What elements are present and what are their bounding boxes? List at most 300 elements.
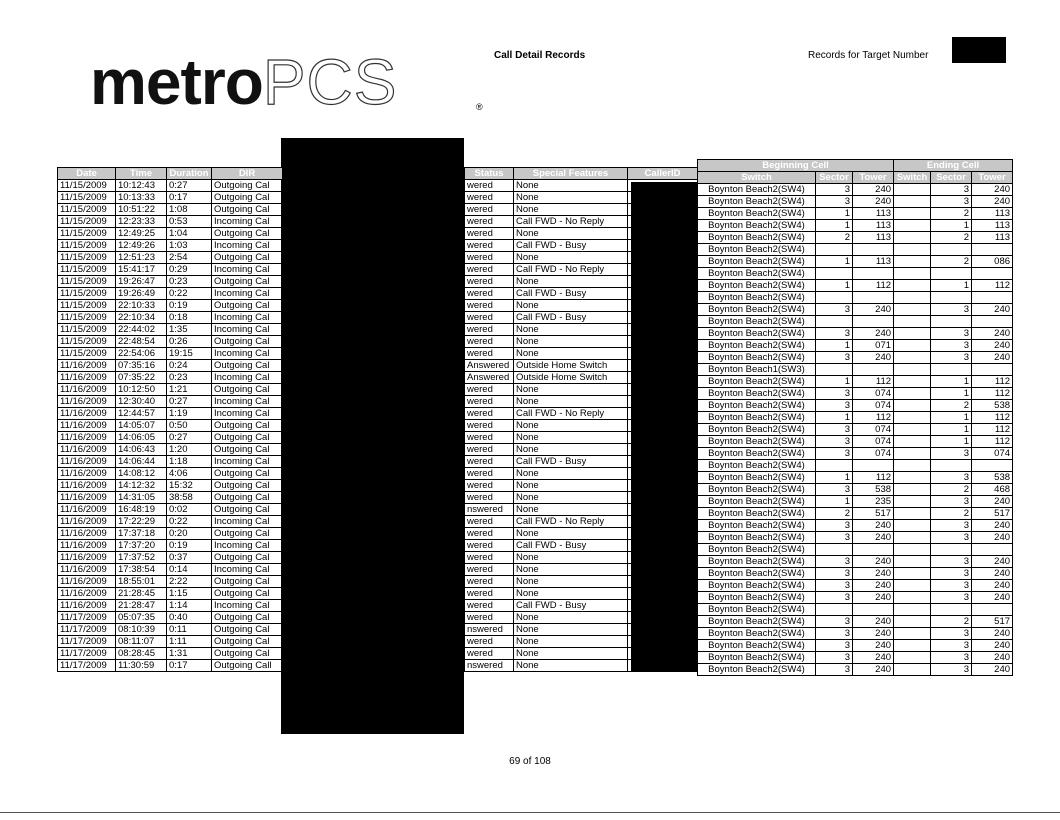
cell-special-features: Call FWD - No Reply: [514, 216, 628, 228]
cell-end-tower: 240: [972, 652, 1013, 664]
cell-begin-switch: Boynton Beach1(SW3): [698, 364, 816, 376]
cell-duration: 15:32: [167, 480, 212, 492]
cell-status: wered: [465, 528, 514, 540]
cell-end-switch: [894, 628, 931, 640]
cell-callerid: [628, 660, 698, 672]
cell-special-features: Call FWD - No Reply: [514, 264, 628, 276]
table-row: [465, 612, 698, 624]
table-row: [58, 456, 283, 468]
cell-end-switch: [894, 268, 931, 280]
table-row: [698, 268, 1013, 280]
cell-duration: 1:04: [167, 228, 212, 240]
cell-time: 14:12:32: [116, 480, 167, 492]
metropcs-logo: [90, 46, 483, 118]
cell-status: wered: [465, 552, 514, 564]
cell-dir: Outgoing Cal: [212, 648, 283, 660]
cell-begin-tower: 113: [853, 208, 894, 220]
cell-duration: 0:20: [167, 528, 212, 540]
cell-end-sector: 3: [931, 196, 972, 208]
table-row: [698, 232, 1013, 244]
table-row: [698, 316, 1013, 328]
cell-special-features: Call FWD - Busy: [514, 240, 628, 252]
cell-date: 11/16/2009: [58, 516, 116, 528]
cell-time: 17:38:54: [116, 564, 167, 576]
cell-end-tower: 538: [972, 472, 1013, 484]
cell-end-tower: 240: [972, 352, 1013, 364]
table-row: [58, 384, 283, 396]
cell-status: wered: [465, 324, 514, 336]
cell-callerid: [628, 636, 698, 648]
table-row: [58, 420, 283, 432]
cell-end-tower: [972, 364, 1013, 376]
cell-begin-switch: Boynton Beach2(SW4): [698, 616, 816, 628]
table-row: [465, 600, 698, 612]
cell-begin-switch: Boynton Beach2(SW4): [698, 292, 816, 304]
cell-end-sector: 3: [931, 352, 972, 364]
table-row: [58, 576, 283, 588]
cell-callerid: [628, 600, 698, 612]
table-row: [58, 180, 283, 192]
cell-callerid: [628, 408, 698, 420]
cell-begin-sector: 3: [816, 628, 853, 640]
cell-duration: 0:26: [167, 336, 212, 348]
cell-begin-tower: 112: [853, 412, 894, 424]
column-header-duration: Duration: [167, 168, 212, 180]
cell-duration: 0:23: [167, 276, 212, 288]
cell-end-tower: 240: [972, 340, 1013, 352]
table-row: [465, 540, 698, 552]
cell-duration: 0:23: [167, 372, 212, 384]
cell-time: 12:23:33: [116, 216, 167, 228]
table-row: [58, 480, 283, 492]
table-row: [58, 588, 283, 600]
table-row: [698, 472, 1013, 484]
cell-special-features: None: [514, 504, 628, 516]
cell-date: 11/17/2009: [58, 648, 116, 660]
cell-time: 10:51:22: [116, 204, 167, 216]
cell-special-features: None: [514, 492, 628, 504]
table-row: [698, 436, 1013, 448]
cell-begin-sector: 3: [816, 400, 853, 412]
cell-end-switch: [894, 292, 931, 304]
cell-duration: 0:50: [167, 420, 212, 432]
cell-callerid: [628, 300, 698, 312]
cell-time: 21:28:45: [116, 588, 167, 600]
cell-date: 11/17/2009: [58, 612, 116, 624]
cell-callerid: [628, 564, 698, 576]
cell-begin-tower: [853, 604, 894, 616]
cell-dir: Incoming Cal: [212, 216, 283, 228]
cell-end-switch: [894, 244, 931, 256]
call-records-left-table: [57, 167, 283, 672]
cell-begin-switch: Boynton Beach2(SW4): [698, 220, 816, 232]
table-row: [698, 400, 1013, 412]
cell-begin-sector: 3: [816, 640, 853, 652]
cell-end-switch: [894, 400, 931, 412]
cell-begin-switch: Boynton Beach2(SW4): [698, 232, 816, 244]
cell-status: wered: [465, 336, 514, 348]
cell-time: 07:35:22: [116, 372, 167, 384]
cell-special-features: None: [514, 444, 628, 456]
cell-special-features: None: [514, 612, 628, 624]
cell-end-sector: 1: [931, 436, 972, 448]
cell-dir: Outgoing Cal: [212, 552, 283, 564]
cell-end-tower: 517: [972, 616, 1013, 628]
table-row: [698, 292, 1013, 304]
cell-duration: 0:02: [167, 504, 212, 516]
cell-begin-sector: 1: [816, 280, 853, 292]
column-header-begin-sector: Sector: [816, 172, 853, 184]
redaction-block-main: [281, 138, 464, 734]
table-row: [465, 192, 698, 204]
cell-callerid: [628, 528, 698, 540]
cell-end-sector: [931, 604, 972, 616]
cell-begin-sector: 1: [816, 472, 853, 484]
cell-end-switch: [894, 532, 931, 544]
cell-status: wered: [465, 408, 514, 420]
table-row: [698, 664, 1013, 676]
cell-begin-switch: Boynton Beach2(SW4): [698, 316, 816, 328]
cell-duration: 2:22: [167, 576, 212, 588]
cell-date: 11/15/2009: [58, 264, 116, 276]
cell-end-sector: 2: [931, 232, 972, 244]
cell-special-features: None: [514, 204, 628, 216]
page-bottom-rule: [0, 812, 1060, 813]
cell-begin-tower: 112: [853, 376, 894, 388]
cell-time: 22:48:54: [116, 336, 167, 348]
cell-dir: Incoming Cal: [212, 312, 283, 324]
table-row: [465, 636, 698, 648]
cell-dir: Incoming Cal: [212, 288, 283, 300]
table-row: [698, 388, 1013, 400]
column-header-end-tower: Tower: [972, 172, 1013, 184]
table-row: [465, 504, 698, 516]
cell-begin-sector: 3: [816, 568, 853, 580]
table-row: [698, 364, 1013, 376]
cell-date: 11/15/2009: [58, 240, 116, 252]
table-row: [58, 288, 283, 300]
cell-end-sector: [931, 268, 972, 280]
cell-dir: Outgoing Cal: [212, 252, 283, 264]
table-row: [58, 216, 283, 228]
table-row: [465, 624, 698, 636]
cell-callerid: [628, 180, 698, 192]
cell-end-tower: 538: [972, 400, 1013, 412]
cell-dir: Incoming Cal: [212, 372, 283, 384]
cell-dir: Incoming Cal: [212, 600, 283, 612]
logo-registered-mark: ®: [476, 102, 483, 112]
cell-time: 12:51:23: [116, 252, 167, 264]
cell-end-sector: 1: [931, 424, 972, 436]
cell-begin-switch: Boynton Beach2(SW4): [698, 304, 816, 316]
cell-time: 14:08:12: [116, 468, 167, 480]
cell-end-switch: [894, 568, 931, 580]
document-title: Call Detail Records: [494, 50, 586, 61]
cell-time: 19:26:49: [116, 288, 167, 300]
cell-time: 21:28:47: [116, 600, 167, 612]
cell-end-switch: [894, 460, 931, 472]
cell-begin-tower: 074: [853, 400, 894, 412]
table-row: [465, 252, 698, 264]
table-row: [58, 468, 283, 480]
cell-end-switch: [894, 664, 931, 676]
cell-end-tower: 240: [972, 640, 1013, 652]
cell-site-table: [697, 159, 1013, 676]
cell-begin-sector: 3: [816, 592, 853, 604]
cell-status: wered: [465, 180, 514, 192]
cell-callerid: [628, 396, 698, 408]
cell-end-tower: [972, 268, 1013, 280]
cell-end-sector: [931, 364, 972, 376]
cell-begin-tower: 240: [853, 520, 894, 532]
cell-date: 11/15/2009: [58, 180, 116, 192]
cell-date: 11/15/2009: [58, 324, 116, 336]
cell-begin-tower: 074: [853, 436, 894, 448]
cell-duration: 4:06: [167, 468, 212, 480]
table-row: [58, 528, 283, 540]
table-row: [58, 492, 283, 504]
cell-time: 07:35:16: [116, 360, 167, 372]
cell-duration: 1:21: [167, 384, 212, 396]
cell-duration: 1:18: [167, 456, 212, 468]
cell-end-sector: 1: [931, 220, 972, 232]
cell-begin-sector: 3: [816, 388, 853, 400]
cell-callerid: [628, 288, 698, 300]
table-row: [58, 552, 283, 564]
cell-date: 11/15/2009: [58, 228, 116, 240]
cell-dir: Outgoing Cal: [212, 468, 283, 480]
cell-status: wered: [465, 468, 514, 480]
table-row: [465, 576, 698, 588]
cell-end-sector: 2: [931, 400, 972, 412]
table-row: [465, 588, 698, 600]
cell-begin-sector: [816, 268, 853, 280]
table-row: [465, 240, 698, 252]
cell-begin-tower: 240: [853, 304, 894, 316]
column-header-status: Status: [465, 168, 514, 180]
cell-time: 16:48:19: [116, 504, 167, 516]
cell-begin-sector: 1: [816, 256, 853, 268]
cell-begin-tower: 240: [853, 328, 894, 340]
table-row: [465, 444, 698, 456]
cell-status: nswered: [465, 624, 514, 636]
cell-status: Answered: [465, 360, 514, 372]
cell-begin-tower: 240: [853, 616, 894, 628]
cell-duration: 1:14: [167, 600, 212, 612]
cell-begin-sector: 3: [816, 424, 853, 436]
cell-special-features: None: [514, 228, 628, 240]
cell-status: wered: [465, 432, 514, 444]
cell-time: 14:31:05: [116, 492, 167, 504]
cell-begin-switch: Boynton Beach2(SW4): [698, 568, 816, 580]
table-row: [698, 484, 1013, 496]
cell-begin-switch: Boynton Beach2(SW4): [698, 424, 816, 436]
column-header-end-switch: Switch: [894, 172, 931, 184]
table-row: [698, 604, 1013, 616]
cell-end-sector: 2: [931, 508, 972, 520]
cell-time: 18:55:01: [116, 576, 167, 588]
cell-begin-switch: Boynton Beach2(SW4): [698, 412, 816, 424]
cell-end-switch: [894, 196, 931, 208]
cell-end-tower: 517: [972, 508, 1013, 520]
cell-status: wered: [465, 348, 514, 360]
table-row: [698, 460, 1013, 472]
cell-begin-sector: 1: [816, 208, 853, 220]
cell-dir: Incoming Cal: [212, 456, 283, 468]
table-row: [698, 256, 1013, 268]
cell-end-tower: 240: [972, 520, 1013, 532]
cell-end-tower: 074: [972, 448, 1013, 460]
cell-callerid: [628, 312, 698, 324]
cell-end-tower: 112: [972, 388, 1013, 400]
cell-begin-switch: Boynton Beach2(SW4): [698, 580, 816, 592]
cell-begin-tower: 240: [853, 592, 894, 604]
cell-date: 11/16/2009: [58, 396, 116, 408]
cell-dir: Outgoing Cal: [212, 432, 283, 444]
cell-date: 11/15/2009: [58, 312, 116, 324]
cell-time: 22:54:06: [116, 348, 167, 360]
cell-begin-sector: [816, 244, 853, 256]
cell-end-switch: [894, 340, 931, 352]
cell-begin-sector: 2: [816, 508, 853, 520]
cell-end-sector: 3: [931, 556, 972, 568]
cell-callerid: [628, 264, 698, 276]
cell-end-sector: 2: [931, 208, 972, 220]
cell-end-tower: [972, 544, 1013, 556]
cell-dir: Outgoing Cal: [212, 420, 283, 432]
cell-end-sector: 3: [931, 592, 972, 604]
cell-end-sector: 3: [931, 568, 972, 580]
cell-end-switch: [894, 364, 931, 376]
cell-callerid: [628, 348, 698, 360]
cell-end-switch: [894, 616, 931, 628]
table-row: [58, 636, 283, 648]
beginning-cell-group-header: Beginning Cell: [698, 160, 894, 172]
cell-dir: Outgoing Cal: [212, 504, 283, 516]
cell-end-sector: 3: [931, 532, 972, 544]
cell-begin-switch: Boynton Beach2(SW4): [698, 484, 816, 496]
cell-callerid: [628, 648, 698, 660]
table-row: [698, 652, 1013, 664]
cell-begin-sector: 3: [816, 184, 853, 196]
cell-end-switch: [894, 436, 931, 448]
cell-end-sector: 3: [931, 496, 972, 508]
table-row: [58, 336, 283, 348]
cell-callerid: [628, 420, 698, 432]
cell-begin-sector: 1: [816, 496, 853, 508]
cell-end-switch: [894, 376, 931, 388]
cell-begin-tower: [853, 244, 894, 256]
cell-special-features: None: [514, 324, 628, 336]
table-row: [465, 516, 698, 528]
cell-begin-tower: 517: [853, 508, 894, 520]
cell-special-features: Call FWD - No Reply: [514, 408, 628, 420]
cell-end-tower: 112: [972, 436, 1013, 448]
cell-end-switch: [894, 232, 931, 244]
cell-begin-switch: Boynton Beach2(SW4): [698, 652, 816, 664]
cell-end-switch: [894, 448, 931, 460]
cell-end-tower: 240: [972, 304, 1013, 316]
cell-end-switch: [894, 388, 931, 400]
column-header-begin-tower: Tower: [853, 172, 894, 184]
table-row: [698, 304, 1013, 316]
cell-status: wered: [465, 612, 514, 624]
cell-end-switch: [894, 640, 931, 652]
cell-end-tower: 113: [972, 208, 1013, 220]
cell-begin-tower: 074: [853, 448, 894, 460]
cell-end-tower: 240: [972, 328, 1013, 340]
cell-end-switch: [894, 472, 931, 484]
mid-table-header-row: [465, 168, 698, 180]
cell-duration: 2:54: [167, 252, 212, 264]
table-row: [465, 348, 698, 360]
table-row: [698, 340, 1013, 352]
cell-begin-sector: 3: [816, 520, 853, 532]
cell-date: 11/16/2009: [58, 540, 116, 552]
cell-callerid: [628, 276, 698, 288]
cell-begin-switch: Boynton Beach2(SW4): [698, 592, 816, 604]
cell-special-features: None: [514, 552, 628, 564]
ending-cell-group-header: Ending Cell: [894, 160, 1013, 172]
cell-callerid: [628, 372, 698, 384]
cell-time: 17:37:52: [116, 552, 167, 564]
table-row: [58, 612, 283, 624]
cell-date: 11/17/2009: [58, 624, 116, 636]
cell-date: 11/16/2009: [58, 492, 116, 504]
cell-time: 19:26:47: [116, 276, 167, 288]
cell-duration: 0:53: [167, 216, 212, 228]
cell-end-sector: 3: [931, 304, 972, 316]
redacted-target-number: [952, 37, 1006, 63]
table-row: [58, 504, 283, 516]
cell-begin-switch: Boynton Beach2(SW4): [698, 328, 816, 340]
cell-begin-switch: Boynton Beach2(SW4): [698, 268, 816, 280]
table-row: [465, 372, 698, 384]
table-row: [698, 328, 1013, 340]
cell-special-features: None: [514, 648, 628, 660]
table-row: [698, 640, 1013, 652]
cell-special-features: None: [514, 348, 628, 360]
cell-duration: 0:27: [167, 432, 212, 444]
cell-time: 08:28:45: [116, 648, 167, 660]
cell-callerid: [628, 444, 698, 456]
cell-end-tower: [972, 292, 1013, 304]
cell-callerid: [628, 252, 698, 264]
cell-date: 11/16/2009: [58, 432, 116, 444]
cell-status: wered: [465, 564, 514, 576]
column-header-time: Time: [116, 168, 167, 180]
cell-time: 10:13:33: [116, 192, 167, 204]
table-row: [465, 288, 698, 300]
cell-dir: Outgoing Cal: [212, 360, 283, 372]
cell-duration: 1:11: [167, 636, 212, 648]
cell-begin-tower: 538: [853, 484, 894, 496]
cell-time: 08:10:39: [116, 624, 167, 636]
cell-status: nswered: [465, 504, 514, 516]
cell-end-sector: 3: [931, 448, 972, 460]
cell-callerid: [628, 552, 698, 564]
cell-callerid: [628, 588, 698, 600]
cell-end-sector: 2: [931, 616, 972, 628]
cell-end-tower: 240: [972, 592, 1013, 604]
cell-begin-tower: [853, 544, 894, 556]
cell-duration: 0:11: [167, 624, 212, 636]
cell-special-features: None: [514, 636, 628, 648]
cell-begin-tower: 113: [853, 256, 894, 268]
table-row: [58, 264, 283, 276]
column-header-dir: DIR: [212, 168, 283, 180]
cell-duration: 0:37: [167, 552, 212, 564]
